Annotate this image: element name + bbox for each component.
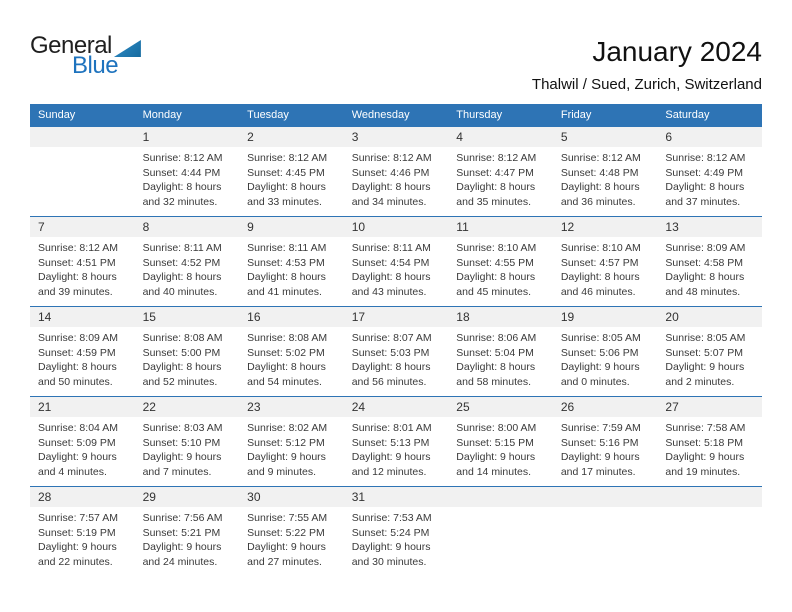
day-number: 18 — [448, 307, 553, 327]
detail-line: Sunset: 5:03 PM — [351, 346, 430, 359]
detail-line: Daylight: 8 hours — [142, 181, 222, 194]
day-number: 16 — [239, 307, 344, 327]
day-number: 26 — [553, 397, 658, 417]
detail-line: Sunset: 4:54 PM — [351, 256, 430, 269]
detail-line: Sunset: 4:57 PM — [560, 256, 639, 269]
day-details — [239, 327, 344, 389]
detail-line: Sunrise: 8:01 AM — [351, 422, 432, 434]
day-details — [448, 147, 553, 209]
detail-line: Daylight: 8 hours — [560, 271, 640, 284]
calendar-day-cell — [657, 397, 762, 479]
calendar-week-row — [30, 396, 762, 486]
calendar-day-cell — [553, 127, 658, 209]
location-subtitle: Thalwil / Sued, Zurich, Switzerland — [531, 76, 762, 93]
detail-line: and 43 minutes. — [351, 285, 427, 298]
day-number — [657, 487, 762, 507]
day-details — [344, 327, 449, 389]
detail-line: and 46 minutes. — [560, 285, 636, 298]
detail-line: Sunset: 5:02 PM — [247, 346, 325, 359]
day-details — [30, 147, 135, 151]
day-details — [135, 237, 240, 299]
weekday-tuesday: Tuesday — [247, 109, 289, 121]
day-number: 13 — [657, 217, 762, 237]
detail-line: Sunrise: 7:53 AM — [351, 512, 432, 524]
detail-line: and 52 minutes. — [142, 375, 218, 388]
day-number: 29 — [135, 487, 240, 507]
detail-line: Sunset: 4:59 PM — [38, 346, 116, 359]
weekday-monday: Monday — [142, 109, 182, 121]
detail-line: Daylight: 9 hours — [142, 541, 222, 554]
detail-line: Daylight: 8 hours — [456, 271, 536, 284]
detail-line: Daylight: 9 hours — [456, 451, 536, 464]
detail-line: Sunset: 5:24 PM — [351, 526, 430, 539]
calendar-week-row — [30, 486, 762, 576]
calendar-day-cell — [657, 487, 762, 569]
calendar-day-cell — [448, 487, 553, 569]
detail-line: Sunrise: 8:11 AM — [142, 242, 222, 254]
calendar-day-cell — [553, 397, 658, 479]
calendar-day-cell — [30, 127, 135, 209]
weekday-friday: Friday — [560, 109, 592, 121]
day-details — [135, 327, 240, 389]
detail-line: Daylight: 8 hours — [351, 181, 431, 194]
detail-line: and 48 minutes. — [665, 285, 741, 298]
calendar-day-cell — [135, 307, 240, 389]
detail-line: Daylight: 9 hours — [351, 451, 431, 464]
detail-line: Sunrise: 7:58 AM — [665, 422, 746, 434]
detail-line: Sunset: 4:53 PM — [247, 256, 325, 269]
day-number: 3 — [344, 127, 449, 147]
day-number — [30, 127, 135, 147]
detail-line: Sunset: 5:10 PM — [142, 436, 221, 449]
detail-line: and 56 minutes. — [351, 375, 427, 388]
detail-line: and 50 minutes. — [38, 375, 113, 388]
detail-line: Daylight: 8 hours — [351, 361, 431, 374]
calendar-week-row — [30, 306, 762, 396]
detail-line: Sunrise: 8:10 AM — [560, 242, 641, 254]
detail-line: and 34 minutes. — [351, 195, 427, 208]
detail-line: Sunrise: 8:05 AM — [560, 332, 641, 344]
calendar-week-row — [30, 126, 762, 216]
day-number: 10 — [344, 217, 449, 237]
detail-line: Sunset: 5:22 PM — [247, 526, 325, 539]
detail-line: Daylight: 8 hours — [456, 361, 536, 374]
day-number: 19 — [553, 307, 658, 327]
detail-line: Daylight: 9 hours — [247, 541, 326, 554]
day-number: 9 — [239, 217, 344, 237]
detail-line: and 7 minutes. — [142, 465, 212, 478]
detail-line: and 14 minutes. — [456, 465, 531, 478]
detail-line: Sunset: 4:48 PM — [560, 166, 639, 179]
detail-line: and 12 minutes. — [351, 465, 427, 478]
day-details — [553, 327, 658, 389]
day-number: 30 — [239, 487, 344, 507]
detail-line: Sunrise: 8:12 AM — [38, 242, 118, 254]
calendar-day-cell — [239, 217, 344, 299]
day-details — [135, 507, 240, 569]
day-number: 22 — [135, 397, 240, 417]
general-blue-logo — [30, 34, 141, 78]
day-details — [448, 237, 553, 299]
detail-line: and 0 minutes. — [560, 375, 630, 388]
day-number: 11 — [448, 217, 553, 237]
detail-line: Sunrise: 8:11 AM — [351, 242, 431, 254]
detail-line: Daylight: 9 hours — [38, 451, 117, 464]
day-number: 4 — [448, 127, 553, 147]
logo-text-general: General — [30, 32, 112, 59]
detail-line: Daylight: 9 hours — [247, 451, 326, 464]
calendar-day-cell — [135, 217, 240, 299]
detail-line: Sunrise: 8:06 AM — [456, 332, 537, 344]
day-number: 21 — [30, 397, 135, 417]
detail-line: Daylight: 8 hours — [142, 271, 222, 284]
day-details — [657, 417, 762, 479]
day-details — [344, 147, 449, 209]
calendar-day-cell — [657, 217, 762, 299]
detail-line: Sunset: 4:49 PM — [665, 166, 744, 179]
detail-line: Daylight: 8 hours — [456, 181, 536, 194]
title-block — [532, 36, 762, 93]
detail-line: Daylight: 9 hours — [38, 541, 117, 554]
detail-line: Sunrise: 8:09 AM — [665, 242, 746, 254]
detail-line: Sunrise: 7:57 AM — [38, 512, 118, 524]
detail-line: Sunset: 5:16 PM — [560, 436, 639, 449]
detail-line: Daylight: 9 hours — [665, 451, 745, 464]
day-details — [135, 147, 240, 209]
calendar-day-cell — [553, 307, 658, 389]
detail-line: Sunset: 5:12 PM — [247, 436, 325, 449]
detail-line: Sunrise: 8:09 AM — [38, 332, 118, 344]
detail-line: and 40 minutes. — [142, 285, 218, 298]
detail-line: Sunset: 5:18 PM — [665, 436, 744, 449]
calendar-day-cell — [344, 127, 449, 209]
day-details — [30, 237, 135, 299]
detail-line: and 45 minutes. — [456, 285, 531, 298]
detail-line: and 41 minutes. — [247, 285, 322, 298]
day-number: 2 — [239, 127, 344, 147]
detail-line: Sunrise: 8:12 AM — [665, 152, 746, 164]
detail-line: and 9 minutes. — [247, 465, 317, 478]
day-details — [344, 417, 449, 479]
day-number: 31 — [344, 487, 449, 507]
detail-line: Sunset: 4:46 PM — [351, 166, 430, 179]
calendar-day-cell — [135, 487, 240, 569]
calendar-body — [30, 126, 762, 576]
day-details — [344, 507, 449, 569]
detail-line: Sunrise: 8:12 AM — [560, 152, 641, 164]
day-details — [239, 147, 344, 209]
calendar-day-cell — [30, 307, 135, 389]
detail-line: Daylight: 9 hours — [142, 451, 222, 464]
detail-line: Daylight: 8 hours — [665, 181, 745, 194]
detail-line: Sunrise: 8:12 AM — [351, 152, 432, 164]
calendar-day-cell — [344, 397, 449, 479]
detail-line: and 39 minutes. — [38, 285, 113, 298]
detail-line: Sunset: 5:00 PM — [142, 346, 221, 359]
day-details — [30, 417, 135, 479]
detail-line: Sunrise: 8:12 AM — [247, 152, 328, 164]
calendar-day-cell — [30, 217, 135, 299]
detail-line: Daylight: 9 hours — [665, 361, 745, 374]
day-details — [657, 147, 762, 209]
weekday-thursday: Thursday — [456, 109, 503, 121]
detail-line: Sunrise: 8:12 AM — [142, 152, 223, 164]
day-number: 17 — [344, 307, 449, 327]
detail-line: Sunset: 5:06 PM — [560, 346, 639, 359]
detail-line: Sunset: 4:44 PM — [142, 166, 221, 179]
detail-line: Daylight: 8 hours — [351, 271, 431, 284]
detail-line: and 30 minutes. — [351, 555, 427, 568]
detail-line: Sunset: 5:21 PM — [142, 526, 221, 539]
detail-line: and 22 minutes. — [38, 555, 113, 568]
detail-line: Sunset: 5:15 PM — [456, 436, 534, 449]
calendar-day-cell — [135, 397, 240, 479]
day-number — [553, 487, 658, 507]
day-details — [553, 507, 658, 511]
detail-line: Sunrise: 8:07 AM — [351, 332, 432, 344]
calendar-day-cell — [553, 217, 658, 299]
calendar-day-cell — [448, 127, 553, 209]
day-details — [657, 327, 762, 389]
detail-line: and 27 minutes. — [247, 555, 322, 568]
detail-line: Sunset: 4:55 PM — [456, 256, 534, 269]
detail-line: Sunset: 5:13 PM — [351, 436, 430, 449]
detail-line: and 32 minutes. — [142, 195, 218, 208]
day-details — [657, 507, 762, 511]
day-number: 8 — [135, 217, 240, 237]
detail-line: Sunrise: 8:11 AM — [247, 242, 327, 254]
calendar-day-cell — [239, 307, 344, 389]
detail-line: and 58 minutes. — [456, 375, 531, 388]
detail-line: Daylight: 9 hours — [560, 361, 640, 374]
calendar-day-cell — [344, 217, 449, 299]
day-number: 14 — [30, 307, 135, 327]
detail-line: Sunrise: 8:05 AM — [665, 332, 746, 344]
detail-line: Daylight: 8 hours — [560, 181, 640, 194]
day-number: 25 — [448, 397, 553, 417]
calendar-day-cell — [657, 127, 762, 209]
detail-line: Sunrise: 8:04 AM — [38, 422, 118, 434]
detail-line: Daylight: 8 hours — [247, 271, 326, 284]
detail-line: Sunrise: 7:56 AM — [142, 512, 223, 524]
day-details — [448, 507, 553, 511]
detail-line: Sunset: 4:51 PM — [38, 256, 116, 269]
day-number — [448, 487, 553, 507]
day-details — [553, 417, 658, 479]
detail-line: and 35 minutes. — [456, 195, 531, 208]
page-title: January 2024 — [592, 36, 762, 67]
detail-line: Daylight: 8 hours — [247, 181, 326, 194]
detail-line: and 4 minutes. — [38, 465, 107, 478]
weekday-saturday: Saturday — [665, 109, 710, 121]
logo-text-blue: Blue — [72, 52, 119, 79]
detail-line: and 54 minutes. — [247, 375, 322, 388]
detail-line: Sunrise: 8:03 AM — [142, 422, 223, 434]
calendar-week-row — [30, 216, 762, 306]
logo-triangle-icon — [114, 40, 141, 57]
detail-line: Sunset: 5:07 PM — [665, 346, 744, 359]
day-number: 12 — [553, 217, 658, 237]
calendar-day-cell — [553, 487, 658, 569]
detail-line: Daylight: 8 hours — [665, 271, 745, 284]
detail-line: Daylight: 8 hours — [38, 271, 117, 284]
day-number: 5 — [553, 127, 658, 147]
calendar-day-cell — [30, 487, 135, 569]
detail-line: Sunrise: 8:02 AM — [247, 422, 328, 434]
day-number: 7 — [30, 217, 135, 237]
detail-line: Sunrise: 8:08 AM — [142, 332, 223, 344]
weekday-header-row — [30, 104, 762, 126]
day-details — [135, 417, 240, 479]
detail-line: Sunrise: 8:12 AM — [456, 152, 537, 164]
calendar-day-cell — [239, 127, 344, 209]
detail-line: and 33 minutes. — [247, 195, 322, 208]
detail-line: Daylight: 8 hours — [247, 361, 326, 374]
weekday-sunday: Sunday — [38, 109, 76, 121]
calendar-day-cell — [448, 397, 553, 479]
detail-line: and 37 minutes. — [665, 195, 741, 208]
detail-line: Sunset: 5:04 PM — [456, 346, 534, 359]
day-details — [239, 507, 344, 569]
detail-line: and 19 minutes. — [665, 465, 741, 478]
detail-line: Sunrise: 7:55 AM — [247, 512, 328, 524]
detail-line: Sunrise: 8:00 AM — [456, 422, 537, 434]
calendar-day-cell — [344, 307, 449, 389]
day-number: 28 — [30, 487, 135, 507]
day-details — [344, 237, 449, 299]
detail-line: Sunset: 4:52 PM — [142, 256, 221, 269]
detail-line: Sunset: 4:45 PM — [247, 166, 325, 179]
detail-line: and 2 minutes. — [665, 375, 735, 388]
calendar-day-cell — [30, 397, 135, 479]
calendar-day-cell — [344, 487, 449, 569]
detail-line: Daylight: 8 hours — [38, 361, 117, 374]
calendar-day-cell — [239, 487, 344, 569]
detail-line: Sunset: 5:09 PM — [38, 436, 116, 449]
detail-line: Sunset: 4:58 PM — [665, 256, 744, 269]
detail-line: and 17 minutes. — [560, 465, 636, 478]
detail-line: Sunset: 5:19 PM — [38, 526, 116, 539]
day-details — [553, 237, 658, 299]
day-details — [30, 327, 135, 389]
day-number: 1 — [135, 127, 240, 147]
calendar-day-cell — [448, 217, 553, 299]
day-details — [239, 417, 344, 479]
calendar-day-cell — [239, 397, 344, 479]
detail-line: and 36 minutes. — [560, 195, 636, 208]
day-number: 23 — [239, 397, 344, 417]
calendar-day-cell — [657, 307, 762, 389]
day-number: 15 — [135, 307, 240, 327]
detail-line: Sunrise: 8:08 AM — [247, 332, 328, 344]
day-details — [448, 417, 553, 479]
detail-line: Daylight: 9 hours — [560, 451, 640, 464]
detail-line: Daylight: 9 hours — [351, 541, 431, 554]
day-details — [448, 327, 553, 389]
day-details — [30, 507, 135, 569]
detail-line: Sunrise: 7:59 AM — [560, 422, 641, 434]
calendar-table — [30, 104, 762, 576]
detail-line: and 24 minutes. — [142, 555, 218, 568]
day-number: 6 — [657, 127, 762, 147]
detail-line: Daylight: 8 hours — [142, 361, 222, 374]
detail-line: Sunrise: 8:10 AM — [456, 242, 537, 254]
day-number: 20 — [657, 307, 762, 327]
day-details — [657, 237, 762, 299]
day-number: 24 — [344, 397, 449, 417]
detail-line: Sunset: 4:47 PM — [456, 166, 534, 179]
calendar-day-cell — [448, 307, 553, 389]
day-number: 27 — [657, 397, 762, 417]
weekday-wednesday: Wednesday — [351, 109, 410, 121]
day-details — [239, 237, 344, 299]
calendar-day-cell — [135, 127, 240, 209]
day-details — [553, 147, 658, 209]
